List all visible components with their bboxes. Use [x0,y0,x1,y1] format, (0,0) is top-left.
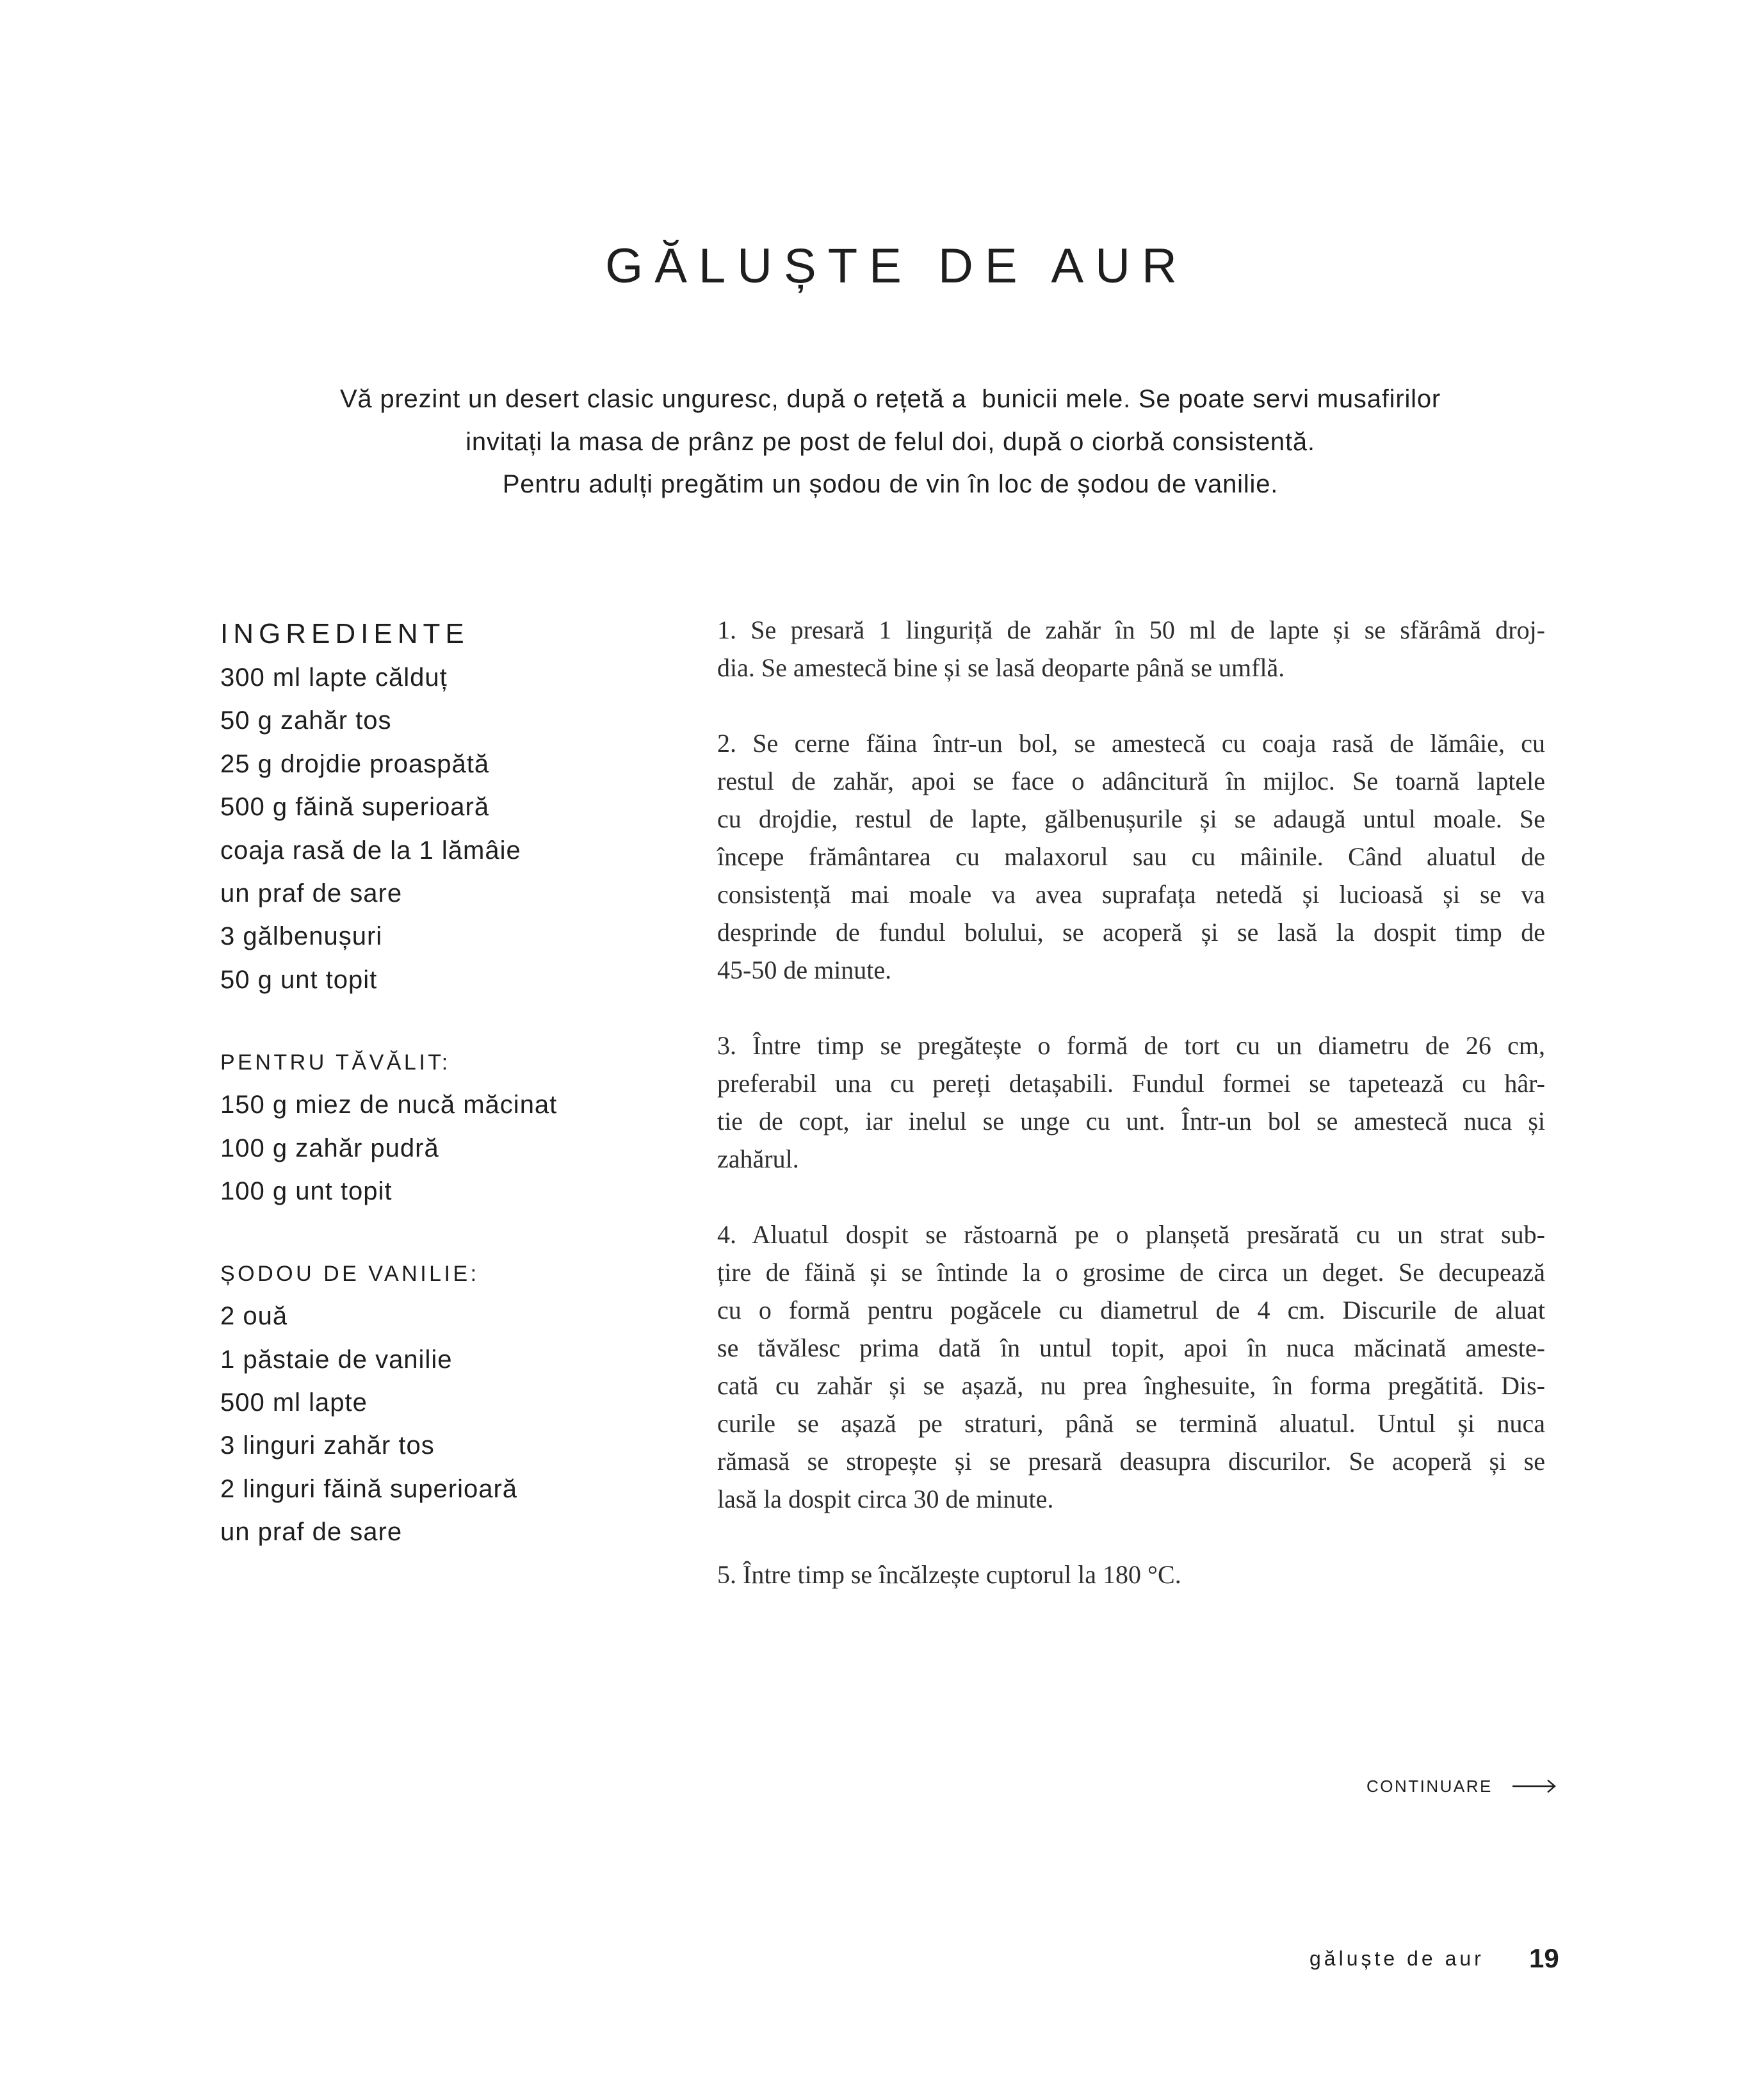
vanilla-sauce-ingredient-item: un praf de sare [220,1518,403,1547]
step-line: începe frământarea cu malaxorul sau cu mâinile. Când aluatul de [717,842,1545,871]
step-line: consistență mai moale va avea suprafața netedă și lucioasă și se va [717,879,1545,909]
page-number: 19 [1529,1943,1559,1973]
ingredient-item: 25 g drojdie proaspătă [220,749,490,778]
step-line: se tăvălesc prima dată în untul topit, apoi în nuca măcinată ameste- [717,1333,1545,1362]
step-3 [717,1027,1545,1178]
step-4 [717,1216,1545,1518]
vanilla-sauce-ingredient-item: 1 păstaie de vanilie [220,1345,453,1374]
ingredients-list [220,656,707,1002]
step-line: 2. Se cerne făina într-un bol, se amestecă cu coaja rasă de lămâie, cu [717,728,1545,758]
ingredient-item: 50 g unt topit [220,965,378,994]
page-title: GĂLUȘTE DE AUR [605,239,1188,293]
step-line: zahărul. [717,1144,799,1173]
step-line: preferabil una cu pereți detașabili. Fundul formei se tapetează cu hâr- [717,1068,1545,1098]
step-line: cu o formă pentru pogăcele cu diametrul de 4 cm. Discurile de aluat [717,1295,1545,1324]
step-line: țire de făină și se întinde la o grosime de circa un deget. Se decupează [717,1257,1545,1287]
step-line: 3. Între timp se pregătește o formă de tort cu un diametru de 26 cm, [717,1030,1545,1060]
coating-list [220,1084,707,1213]
method-steps [717,611,1545,1631]
vanilla-sauce-ingredient-item: 2 linguri făină superioară [220,1474,518,1503]
step-line: rămasă se stropește și se presară deasupra discurilor. Se acoperă și se [717,1446,1545,1476]
running-title: găluște de aur [1309,1947,1484,1970]
ingredient-item: un praf de sare [220,879,403,908]
vanilla-sauce-heading: ȘODOU DE VANILIE: [220,1262,480,1287]
ingredients-heading: INGREDIENTE [220,618,469,649]
ingredient-item: 300 ml lapte călduț [220,663,448,692]
coating-ingredient-item: 100 g zahăr pudră [220,1134,439,1162]
step-line: 1. Se presară 1 linguriță de zahăr în 50 ml de lapte și se sfărâmă droj- [717,615,1545,644]
ingredient-item: 3 gălbenușuri [220,922,383,951]
intro-line: Vă prezint un desert clasic unguresc, după o rețetă a bunicii mele. Se poate servi musafirilor [339,385,1441,413]
step-line: lasă la dospit circa 30 de minute. [717,1484,1054,1513]
ingredient-item: coaja rasă de la 1 lămâie [220,836,521,865]
step-line: tie de copt, iar inelul se unge cu unt. Într-un bol se amestecă nuca și [717,1106,1545,1135]
ingredients-column [220,612,707,1554]
coating-ingredient-item: 150 g miez de nucă măcinat [220,1091,558,1119]
coating-heading: PENTRU TĂVĂLIT: [220,1050,451,1075]
step-line: 4. Aluatul dospit se răstoarnă pe o planșetă presărată cu un strat sub- [717,1219,1545,1249]
vanilla-sauce-ingredient-item: 3 linguri zahăr tos [220,1431,435,1460]
vanilla-sauce-ingredient-item: 500 ml lapte [220,1388,368,1417]
intro-paragraph [0,378,1759,506]
ingredient-item: 50 g zahăr tos [220,706,392,735]
step-line: curile se așază pe straturi, până se termină aluatul. Untul și nuca [717,1408,1545,1438]
ingredient-item: 500 g făină superioară [220,793,490,822]
step-line: dia. Se amestecă bine și se lasă deoparte până se umflă. [717,653,1285,682]
vanilla-sauce-ingredient-item: 2 ouă [220,1302,288,1331]
arrow-right-icon [1512,1778,1556,1794]
step-2 [717,724,1545,989]
step-line: 45-50 de minute. [717,955,892,984]
step-line: cată cu zahăr și se așază, nu prea înghesuite, în forma pregătită. Dis- [717,1371,1545,1400]
step-line: 5. Între timp se încălzește cuptorul la 180 °C. [717,1559,1181,1589]
intro-line: invitați la masa de prânz pe post de felul doi, după o ciorbă consistentă. [466,427,1315,456]
vanilla-sauce-list [220,1295,707,1554]
step-line: desprinde de fundul bolului, se acoperă și se lasă la dospit timp de [717,917,1545,947]
coating-ingredient-item: 100 g unt topit [220,1176,393,1205]
step-5 [717,1556,1545,1593]
continue-label: CONTINUARE [1366,1777,1493,1796]
step-1 [717,611,1545,687]
step-line: restul de zahăr, apoi se face o adâncitură în mijloc. Se toarnă laptele [717,766,1545,795]
intro-line: Pentru adulți pregătim un șodou de vin în loc de șodou de vanilie. [502,470,1279,498]
step-line: cu drojdie, restul de lapte, gălbenușurile și se adaugă untul moale. Se [717,804,1545,833]
